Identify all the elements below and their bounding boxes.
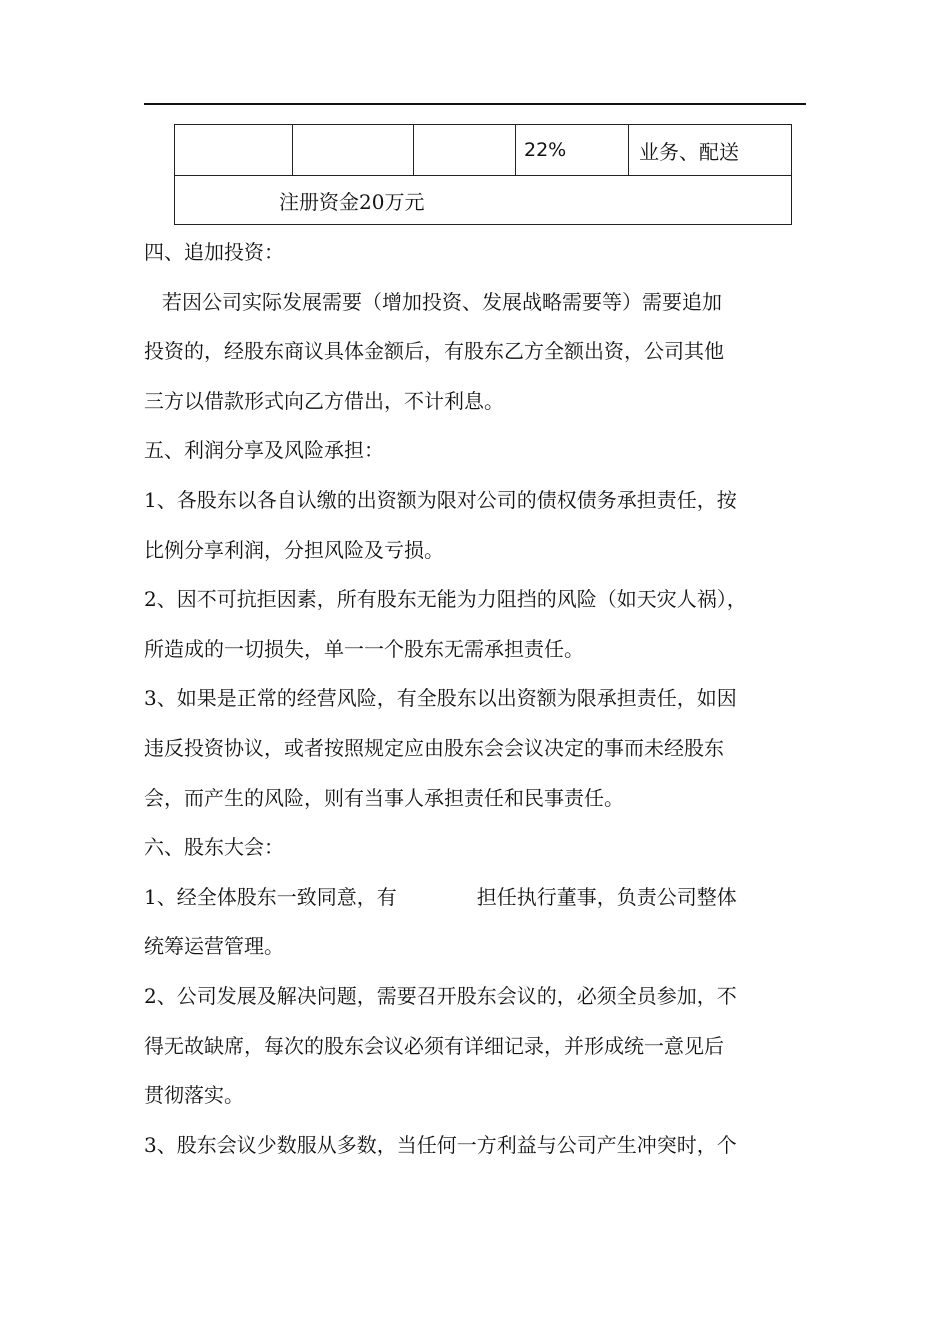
paragraph-line: 贯彻落实。	[144, 1083, 244, 1108]
paragraph-line: 2、公司发展及解决问题，需要召开股东会议的，必须全员参加，不	[144, 983, 737, 1008]
paragraph-line: 1、各股东以各自认缴的出资额为限对公司的债权债务承担责任，按	[144, 487, 737, 512]
role-cell: 业务、配送	[629, 125, 792, 176]
paragraph-line: 2、因不可抗拒因素，所有股东无能为力阻挡的风险（如天灾人祸），	[144, 587, 747, 612]
paragraph-line: 比例分享利润，分担风险及亏损。	[144, 537, 444, 562]
paragraph-line: 统筹运营管理。	[144, 934, 284, 959]
paragraph-text: 担任执行董事，负责公司整体	[476, 884, 737, 909]
paragraph-line: 会，而产生的风险，则有当事人承担责任和民事责任。	[144, 785, 624, 810]
paragraph-line: 三方以借款形式向乙方借出，不计利息。	[144, 388, 504, 413]
paragraph-line: 违反投资协议，或者按照规定应由股东会会议决定的事而未经股东	[144, 735, 724, 760]
header-rule	[144, 103, 806, 105]
table-cell-empty	[414, 125, 516, 176]
section-heading-profit-risk: 五、利润分享及风险承担：	[144, 438, 384, 463]
paragraph-line: 所造成的一切损失，单一一个股东无需承担责任。	[144, 636, 584, 661]
paragraph-line: 3、如果是正常的经营风险，有全股东以出资额为限承担责任，如因	[144, 686, 737, 711]
table-cell-empty	[293, 125, 414, 176]
table-row	[175, 125, 792, 176]
paragraph-line: 得无故缺席，每次的股东会议必须有详细记录，并形成统一意见后	[144, 1033, 724, 1058]
document-body	[144, 228, 816, 1170]
paragraph-line: 若因公司实际发展需要（增加投资、发展战略需要等）需要追加	[162, 289, 722, 314]
section-heading-additional-investment: 四、追加投资：	[144, 240, 284, 264]
table-row	[175, 176, 792, 225]
paragraph-line: 3、股东会议少数服从多数，当任何一方利益与公司产生冲突时，个	[144, 1132, 737, 1157]
share-percent-cell: 22%	[516, 125, 629, 176]
paragraph-line	[144, 873, 816, 923]
paragraph-line: 投资的，经股东商议具体金额后，有股东乙方全额出资，公司其他	[144, 339, 724, 364]
table-cell-empty	[175, 125, 293, 176]
registered-capital-cell: 注册资金20万元	[175, 176, 792, 225]
shareholder-table	[174, 124, 792, 225]
section-heading-shareholder-meeting: 六、股东大会：	[144, 835, 284, 860]
paragraph-text: 1、经全体股东一致同意，有	[144, 884, 397, 909]
